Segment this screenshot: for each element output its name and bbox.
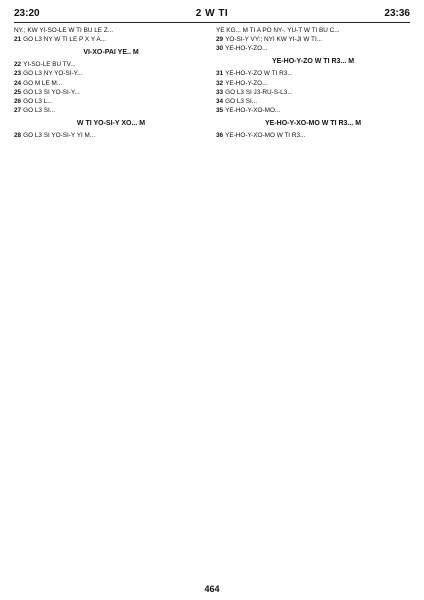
verse-paragraph xyxy=(14,98,208,106)
verse-number: 26 xyxy=(14,97,22,105)
verse-number: 30 xyxy=(216,45,224,53)
left-column xyxy=(14,27,208,583)
verse-text: NY.; KW YI-SO-LE W TI BU LE Z... xyxy=(14,27,114,34)
verse-paragraph xyxy=(14,61,208,69)
verse-number: 24 xyxy=(14,79,22,87)
verse-paragraph xyxy=(216,89,410,97)
section-heading: W TI YO-SI-Y XO... M xyxy=(76,120,146,128)
verse-text: GO M LE M... xyxy=(23,79,63,87)
verse-text: YE-HO-Y-ZO... xyxy=(225,45,268,53)
verse-text: GO L3 NY W TI LE P X Y A... xyxy=(23,36,106,44)
section-heading: YE-HO-Y-ZO W TI R3... M xyxy=(271,58,355,66)
header-book-title: 2 W TI xyxy=(195,7,229,19)
verse-text: GO L3 SI YO-SI-Y YI M... xyxy=(23,132,96,140)
text-columns xyxy=(14,27,410,583)
verse-paragraph xyxy=(216,36,410,44)
right-column xyxy=(216,27,410,583)
verse-text: GO L3 SI J3-RU-S-L3... xyxy=(225,88,293,96)
verse-number: 28 xyxy=(14,132,22,140)
section-heading: VI-XO-PAI YE.. M xyxy=(83,49,139,57)
verse-number: 33 xyxy=(216,88,224,96)
verse-number: 36 xyxy=(216,132,224,140)
verse-paragraph xyxy=(216,45,410,53)
verse-paragraph xyxy=(216,107,410,115)
page-number: 464 xyxy=(204,584,220,594)
verse-number: 25 xyxy=(14,88,22,96)
verse-number: 35 xyxy=(216,107,224,115)
header-left-reference: 23:20 xyxy=(14,7,40,19)
verse-number: 32 xyxy=(216,79,224,87)
verse-text: GO L3 SI... xyxy=(225,97,258,105)
verse-number: 22 xyxy=(14,61,22,69)
verse-text: GO L3 L... xyxy=(23,97,53,105)
header-right-reference: 23:36 xyxy=(384,7,410,19)
section-heading: YE-HO-Y-XO-MO W TI R3... M xyxy=(264,120,362,128)
verse-number: 21 xyxy=(14,36,22,44)
verse-number: 23 xyxy=(14,70,22,78)
verse-text: YE-HO-Y-ZO W TI R3... xyxy=(225,70,293,78)
verse-paragraph xyxy=(216,27,410,35)
verse-number: 31 xyxy=(216,70,224,78)
verse-paragraph xyxy=(14,107,208,115)
verse-text: GO L3 SI... xyxy=(23,107,56,115)
verse-paragraph xyxy=(216,80,410,88)
verse-text: YE-HO-Y-XO-MO W TI R3... xyxy=(225,132,306,140)
verse-number: 27 xyxy=(14,107,22,115)
verse-text: GO L3 NY YO-SI-Y... xyxy=(23,70,83,78)
verse-paragraph xyxy=(216,70,410,78)
verse-paragraph xyxy=(216,132,410,140)
verse-text: GO L3 SI YO-SI-Y... xyxy=(23,88,80,96)
verse-text: YI-SO-LE BU TV... xyxy=(23,61,76,69)
verse-number: 34 xyxy=(216,97,224,105)
verse-paragraph xyxy=(14,89,208,97)
verse-text: YE KG... M TI A PO NY-. YU-T W TI BU C... xyxy=(216,27,340,34)
verse-paragraph xyxy=(14,36,208,44)
verse-paragraph xyxy=(14,132,208,140)
running-header xyxy=(14,6,410,20)
verse-text: YO-SI-Y VY:; NYI KW YI-JI W TI... xyxy=(225,36,323,44)
verse-paragraph xyxy=(14,70,208,78)
verse-paragraph xyxy=(14,80,208,88)
verse-paragraph xyxy=(216,98,410,106)
verse-number: 29 xyxy=(216,36,224,44)
verse-paragraph xyxy=(14,27,208,35)
verse-text: YE-HO-Y-ZO... xyxy=(225,79,268,87)
verse-text: YE-HO-Y-XO-MO... xyxy=(225,107,281,115)
header-rule xyxy=(14,22,410,23)
